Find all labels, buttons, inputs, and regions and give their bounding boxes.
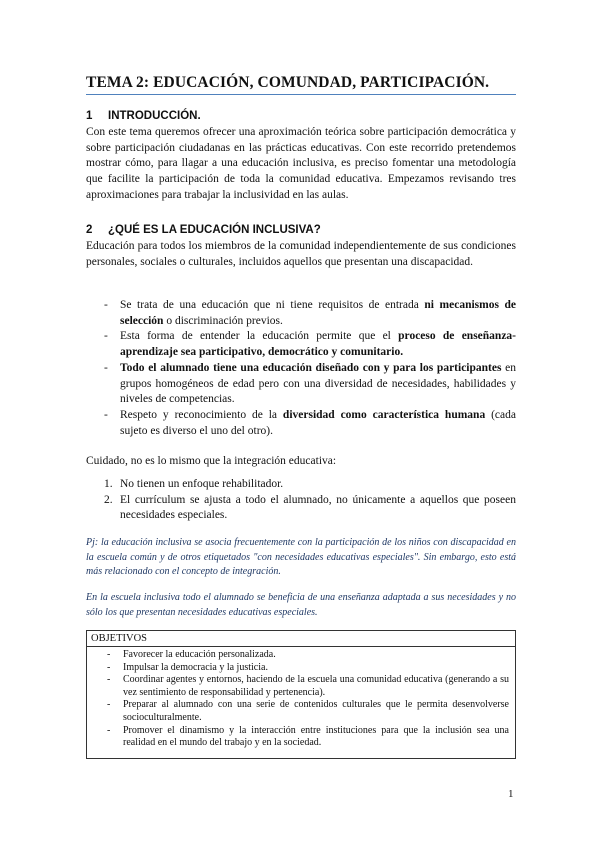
- objetivos-list: [87, 647, 515, 758]
- section-1-title: INTRODUCCIÓN.: [108, 110, 201, 122]
- section-2-heading: [86, 224, 321, 236]
- objetivo-item: - Favorecer la educación personalizada.: [87, 649, 509, 662]
- objetivos-header: OBJETIVOS: [87, 631, 515, 647]
- bullet-item: - Esta forma de entender la educación permite que el proceso de enseñanza-aprendizaje sea participativo, democrático y comunitario.: [86, 329, 516, 360]
- objetivo-item: - Coordinar agentes y entornos, haciendo de la escuela una comunidad educativa (generando a su vez sentimiento de responsabilidad y pertenencia).: [87, 674, 509, 699]
- numbered-item: 2. El currículum se ajusta a todo el alumnado, no únicamente a aquellos que poseen necesidades especiales.: [104, 493, 516, 522]
- section-2-title: ¿QUÉ ES LA EDUCACIÓN INCLUSIVA?: [108, 224, 321, 236]
- cuidado-text: Cuidado, no es lo mismo que la integración educativa:: [86, 455, 337, 467]
- section-1-text: Con este tema queremos ofrecer una aproximación teórica sobre participación democrática y sobre participación ciudadanas en las prácticas educativas. Con este recorrido pretendemos mostrar cómo, para llagar a una educación inclusiva, es preciso fomentar una metodología que facilite la participación de toda la comunidad educativa. Empezamos revisando tres aproximaciones para trabajar la inclusividad en las aulas.: [86, 126, 516, 201]
- page-number: 1: [508, 788, 514, 800]
- section-2-text: Educación para todos los miembros de la comunidad independientemente de sus condiciones personales, sociales o culturales, incluidos aquellos que presentan una discapacidad.: [86, 240, 516, 268]
- objetivos-box: [86, 630, 516, 759]
- inclusive-bullet-list: [86, 298, 516, 439]
- page-title: TEMA 2: EDUCACIÓN, COMUNDAD, PARTICIPACIÓN.: [86, 74, 516, 95]
- objetivo-item: - Impulsar la democracia y la justicia.: [87, 662, 509, 675]
- objetivo-item: - Promover el dinamismo y la interacción entre instituciones para que la inclusión sea una realidad en el mundo del trabajo y en la sociedad.: [87, 725, 509, 750]
- numbered-item: 1. No tienen un enfoque rehabilitador.: [104, 478, 284, 490]
- bullet-item: - Todo el alumnado tiene una educación diseñado con y para los participantes en grupos homogéneos de edad pero con una diversidad de necesidades, habilidades y niveles de competencias.: [86, 361, 516, 408]
- objetivo-item: - Preparar al alumnado con una serie de contenidos culturales que le permita desenvolverse socioculturalmente.: [87, 699, 509, 724]
- numbered-list: [86, 477, 516, 524]
- section-1-number: 1: [86, 110, 93, 122]
- bullet-item: - Respeto y reconocimiento de la diversidad como característica humana (cada sujeto es diverso el uno del otro).: [86, 408, 516, 439]
- section-1-heading: [86, 110, 201, 122]
- note-inclusive-school: En la escuela inclusiva todo el alumnado se beneficia de una enseñanza adaptada a sus necesidades y no sólo los que presentan necesidades educativas especiales.: [86, 592, 516, 618]
- bullet-item: - Se trata de una educación que ni tiene requisitos de entrada ni mecanismos de selección o discriminación previos.: [86, 298, 516, 329]
- section-2-number: 2: [86, 224, 93, 236]
- note-integration: Pj: la educación inclusiva se asocia frecuentemente con la participación de los niños con discapacidad en la escuela común y de otros etiquetados "con necesidades educativas especiales". Sin embargo, esto está más relacionado con el concepto de integración.: [86, 537, 516, 577]
